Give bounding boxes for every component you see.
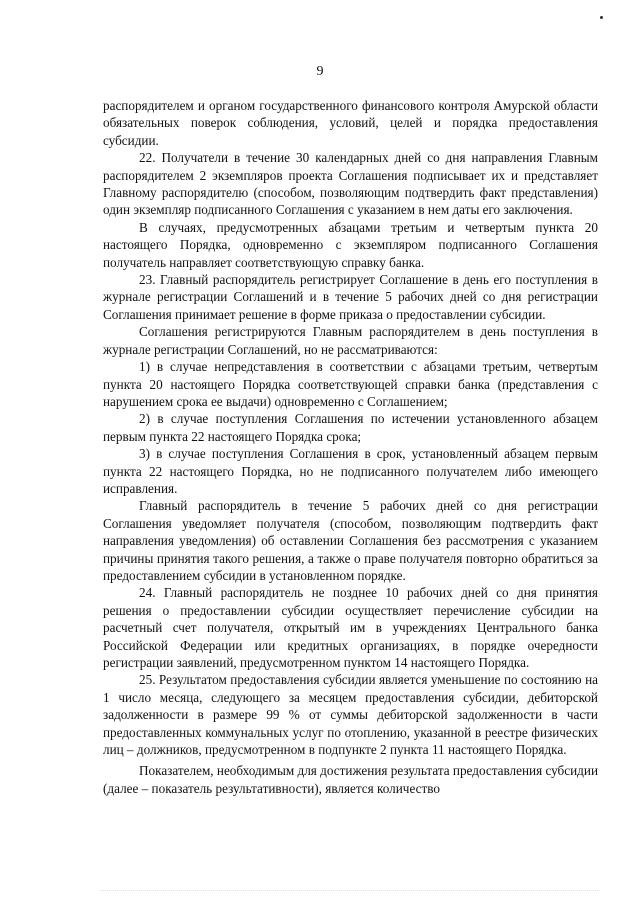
paragraph-clause-25: 25. Результатом предоставления субсидии является уменьшение по состоянию на 1 число месяца, следующего за месяцем предоставления субсидии, дебиторской задолженности в размере 99 % от суммы дебиторской задолженности в части предоставленных коммунальных услуг по отоплению, указанной в реестре физических лиц – должников, предусмотренном в подпункте 2 пункта 11 настоящего Порядка. [103, 672, 598, 758]
list-item-1: 1) в случае непредставления в соответствии с абзацами третьим, четвертым пункта 20 настоящего Порядка соответствующей справки банка (представления с нарушением срока ее выдачи) одновременно с Соглашением; [103, 359, 598, 409]
paragraph-clause-23: 23. Главный распорядитель регистрирует Соглашение в день его поступления в журнале регистрации Соглашений и в течение 5 рабочих дней со дня регистрации Соглашения принимает решение в форме приказа о предоставлении субсидии. [103, 272, 598, 322]
list-item-2: 2) в случае поступления Соглашения по истечении установленного абзацем первым пункта 22 настоящего Порядка срока; [103, 411, 598, 444]
paragraph-clause-22: 22. Получатели в течение 30 календарных дней со дня направления Главным распорядителем 2 экземпляров проекта Соглашения подписывает их и представляет Главному распорядителю (способом, позволяющим подтвердить факт представления) один экземпляр подписанного Соглашения с указанием в нем даты его заключения. [103, 150, 598, 218]
paragraph-clause-24: 24. Главный распорядитель не позднее 10 рабочих дней со дня принятия решения о предоставлении субсидии осуществляет перечисление субсидии на расчетный счет получателя, открытый им в учреждениях Центрального банка Российской Федерации или кредитных организациях, в порядке очередности регистрации заявлений, предусмотренном пунктом 14 настоящего Порядка. [103, 585, 598, 670]
list-item-3: 3) в случае поступления Соглашения в срок, установленный абзацем первым пункта 22 настоящего Порядка, но не подписанного получателем либо имеющего исправления. [103, 446, 598, 496]
paragraph-indicator: Показателем, необходимым для достижения результата предоставления субсидии (далее – показатель результативности), является количество [103, 763, 599, 796]
paragraph-bank-certificate: В случаях, предусмотренных абзацами третьим и четвертым пункта 20 настоящего Порядка, одновременно с экземпляром подписанного Соглашения получатель направляет соответствующую справку банка. [103, 219, 598, 270]
document-body [103, 97, 598, 797]
page-number: 9 [316, 64, 324, 79]
paragraph-registration: Соглашения регистрируются Главным распорядителем в день поступления в журнале регистрации Соглашений, но не рассматриваются: [103, 324, 598, 357]
paragraph-continuation: распорядителем и органом государственного финансового контроля Амурской области обязательных поверок соблюдения, условий, целей и порядка предоставления субсидии. [103, 98, 598, 148]
paragraph-notification: Главный распорядитель в течение 5 рабочих дней со дня регистрации Соглашения уведомляет получателя (способом, позволяющим подтвердить факт направления уведомления) об оставлении Соглашения без рассмотрения с указанием причины принятия такого решения, а также о праве получателя повторно обратиться за предоставлением субсидии в установленном порядке. [103, 498, 598, 583]
scan-speck [600, 16, 603, 19]
scan-bottom-edge [100, 890, 600, 891]
